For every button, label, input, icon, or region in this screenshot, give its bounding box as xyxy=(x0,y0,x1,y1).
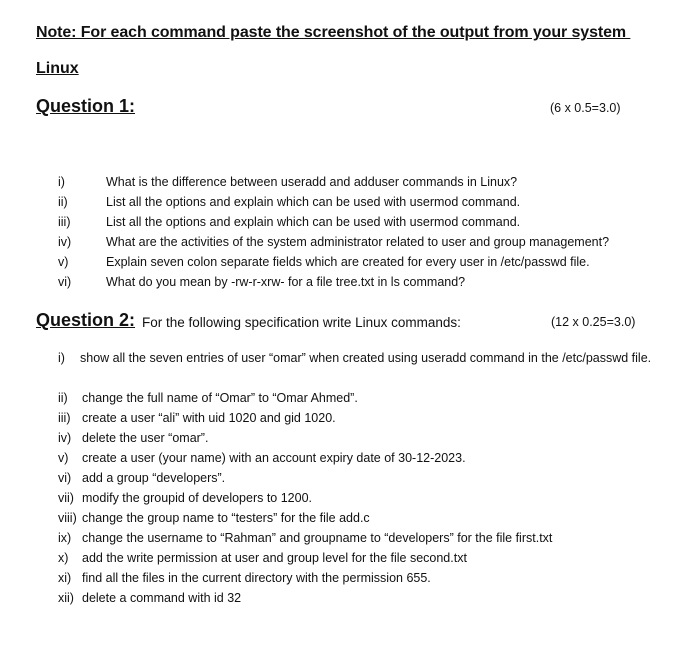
list-item xyxy=(58,488,552,508)
question-2-title: Question 2: xyxy=(36,310,136,330)
item-number: ii) xyxy=(58,195,68,209)
item-number: i) xyxy=(58,175,65,189)
list-item xyxy=(58,172,609,192)
item-text: Explain seven colon separate fields which are created for every user in /etc/passwd file. xyxy=(106,255,590,269)
list-item xyxy=(58,508,552,528)
list-item xyxy=(58,408,552,428)
item-number: vii) xyxy=(58,491,74,505)
item-text: change the username to “Rahman” and groupname to “developers” for the file first.txt xyxy=(82,531,553,545)
question-2-marks: (12 x 0.25=3.0) xyxy=(551,315,636,329)
question-2-description: For the following specification write Linux commands: xyxy=(142,315,461,330)
item-number: ix) xyxy=(58,531,72,545)
item-text: delete the user “omar”. xyxy=(82,431,209,445)
list-item xyxy=(58,232,609,252)
item-number: x) xyxy=(58,551,69,565)
list-item xyxy=(58,548,552,568)
item-text: show all the seven entries of user “omar” when created using useradd command in the /etc/passwd file. xyxy=(80,351,652,365)
item-number: xii) xyxy=(58,591,74,605)
list-item xyxy=(58,388,552,408)
list-item xyxy=(58,528,552,548)
assignment-note: Note: For each command paste the screenshot of the output from your system xyxy=(36,24,631,41)
item-number: xi) xyxy=(58,571,72,585)
list-item xyxy=(58,192,609,212)
question-1-title: Question 1: xyxy=(36,96,136,116)
item-text: modify the groupid of developers to 1200. xyxy=(82,491,313,505)
list-item xyxy=(58,212,609,232)
item-text: change the group name to “testers” for the file add.c xyxy=(82,511,370,525)
list-item xyxy=(58,568,552,588)
list-item xyxy=(58,448,552,468)
item-text: add a group “developers”. xyxy=(82,471,226,485)
list-item xyxy=(58,348,664,368)
list-item xyxy=(58,252,609,272)
item-number: v) xyxy=(58,451,69,465)
item-number: viii) xyxy=(58,511,77,525)
item-number: ii) xyxy=(58,391,68,405)
item-number: vi) xyxy=(58,471,72,485)
item-number: iv) xyxy=(58,235,72,249)
item-number: vi) xyxy=(58,275,72,289)
item-text: add the write permission at user and group level for the file second.txt xyxy=(82,551,467,565)
question-1-list xyxy=(58,172,609,292)
item-text: change the full name of “Omar” to “Omar Ahmed”. xyxy=(82,391,358,405)
item-number: i) xyxy=(58,351,65,365)
item-text: List all the options and explain which can be used with usermod command. xyxy=(106,195,521,209)
item-text: List all the options and explain which can be used with usermod command. xyxy=(106,215,521,229)
item-number: iii) xyxy=(58,215,71,229)
item-text: create a user “ali” with uid 1020 and gid 1020. xyxy=(82,411,336,425)
item-text: find all the files in the current directory with the permission 655. xyxy=(82,571,431,585)
item-text: What do you mean by -rw-r-xrw- for a file tree.txt in ls command? xyxy=(106,275,466,289)
item-number: iv) xyxy=(58,431,72,445)
item-number: iii) xyxy=(58,411,71,425)
list-item xyxy=(58,428,552,448)
question-2-list xyxy=(58,388,552,608)
list-item xyxy=(58,468,552,488)
section-heading: Linux xyxy=(36,60,79,77)
question-1-marks: (6 x 0.5=3.0) xyxy=(550,101,621,115)
item-text: create a user (your name) with an account expiry date of 30-12-2023. xyxy=(82,451,466,465)
item-text: What is the difference between useradd and adduser commands in Linux? xyxy=(106,175,518,189)
item-text: What are the activities of the system administrator related to user and group management? xyxy=(106,235,610,249)
item-text: delete a command with id 32 xyxy=(82,591,242,605)
item-number: v) xyxy=(58,255,69,269)
list-item xyxy=(58,272,609,292)
list-item xyxy=(58,588,552,608)
